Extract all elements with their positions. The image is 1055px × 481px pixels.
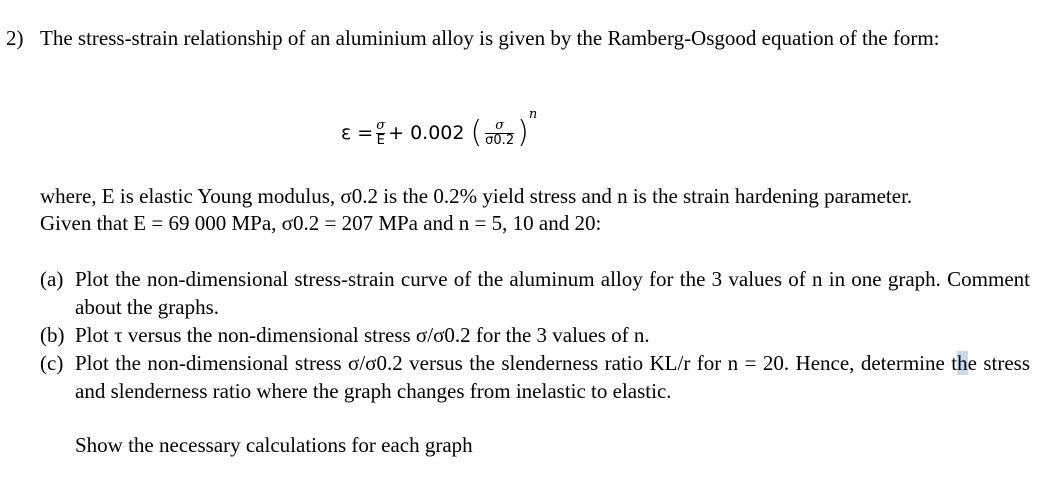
part-b-label: (b) [40,323,65,347]
part-c-label: (c) [40,351,64,375]
part-c-text [75,349,1030,405]
equation-lhs: ε = [341,122,374,144]
definition-line-2: Given that E = 69 000 MPa, σ0.2 = 207 MPa and n = 5, 10 and 20: [40,211,602,235]
part-c [40,349,1030,405]
question-number: 2) [6,26,24,50]
definition-line-1: where, E is elastic Young modulus, σ0.2 is the 0.2% yield stress and n is the strain hardening parameter. [40,184,913,208]
part-a-text: Plot the non-dimensional stress-strain curve of the aluminum alloy for the 3 values of n in one graph. Comment about the graphs. [75,267,1030,319]
frac1-numerator: σ [376,117,386,133]
fraction-sigma-over-e [376,119,385,148]
equation-plus-term: + 0.002 [388,122,465,144]
question-parts [40,265,1030,405]
calculation-note: Show the necessary calculations for each graph [75,433,473,457]
part-b-text: Plot τ versus the non-dimensional stress σ/σ0.2 for the 3 values of n. [75,323,650,347]
open-paren: ( [464,115,483,150]
fraction-sigma-over-sigma02 [485,119,514,148]
frac1-denominator: E [376,132,385,148]
part-a-label: (a) [40,267,64,291]
question-intro: The stress-strain relationship of an aluminium alloy is given by the Ramberg-Osgood equation of the form: [40,26,940,50]
part-c-text-2: e stress and slenderness ratio where the graph changes from inelastic to elastic. [75,351,1030,403]
part-c-text-1: Plot the non-dimensional stress σ/σ0.2 versus the slenderness ratio KL/r for n = 20. Hence, determine t [75,351,958,375]
part-a [40,265,1030,321]
frac2-numerator: σ [495,117,505,133]
part-b [40,321,1030,349]
text-selection-highlight[interactable]: h [957,351,968,375]
frac2-denominator: σ0.2 [485,132,515,148]
ramberg-osgood-equation [341,108,537,158]
close-paren: ) [517,115,529,150]
equation-exponent: n [528,107,538,122]
